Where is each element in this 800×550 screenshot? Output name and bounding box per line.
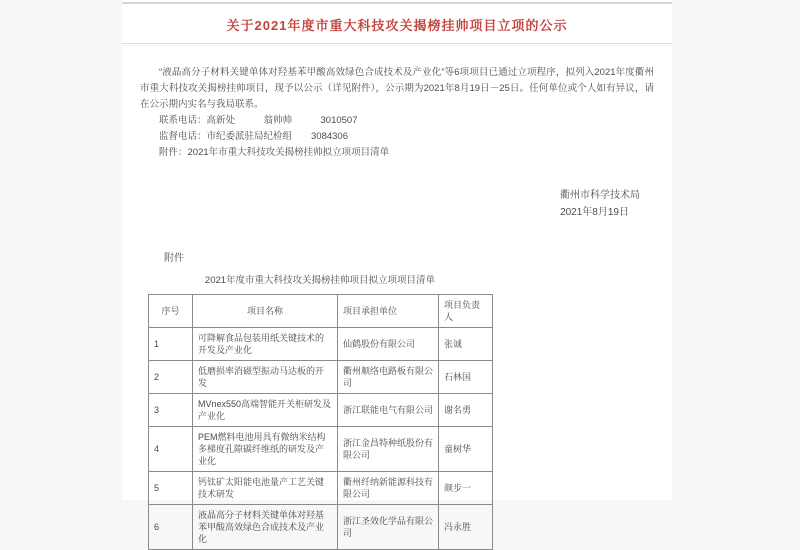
cell-leader: 颜步一 — [439, 472, 493, 505]
cell-unit: 浙江金昌特种纸股份有限公司 — [338, 427, 439, 472]
cell-leader: 张诚 — [439, 328, 493, 361]
cell-project: 液晶高分子材料关键单体对羟基苯甲酸高效绿色合成技术及产业化 — [193, 505, 338, 550]
supervision-phone-line: 监督电话：市纪委派驻局纪检组 3084306 — [159, 131, 348, 142]
cell-leader: 石林国 — [439, 361, 493, 394]
cell-serial: 2 — [149, 361, 193, 394]
cell-unit: 衢州顺络电路板有限公司 — [338, 361, 439, 394]
cell-leader: 谢名勇 — [439, 394, 493, 427]
cell-project: PEM燃料电池用具有微纳米结构多梯度孔隙碳纤维纸的研发及产业化 — [193, 427, 338, 472]
cell-unit: 浙江联能电气有限公司 — [338, 394, 439, 427]
header-undertaking-unit: 项目承担单位 — [338, 295, 439, 328]
cell-leader: 童树华 — [439, 427, 493, 472]
table-row — [149, 427, 493, 472]
title-divider — [122, 43, 672, 45]
table-title: 2021年度市重大科技攻关揭榜挂帅项目拟立项项目清单 — [204, 275, 436, 286]
cell-project: 低磨损率消磁型振动马达板的开发 — [193, 361, 338, 394]
cell-project: 可降解食品包装用纸关键技术的开发及产业化 — [193, 328, 338, 361]
issue-date: 2021年8月19日 — [560, 207, 629, 218]
document-page — [122, 0, 672, 544]
signature-block — [140, 187, 654, 221]
contact-phone-line: 联系电话：高新处 翁帅帅 3010507 — [159, 115, 358, 126]
header-serial-number: 序号 — [149, 295, 193, 328]
cell-serial: 6 — [149, 505, 193, 550]
table-header-row — [149, 295, 493, 328]
cell-unit: 浙江圣效化学品有限公司 — [338, 505, 439, 550]
header-project-name: 项目名称 — [193, 295, 338, 328]
annex-table-section — [148, 273, 492, 550]
attachment-reference-line: 附件：2021年市重大科技攻关揭榜挂帅拟立项项目清单 — [159, 147, 390, 158]
project-table — [148, 294, 493, 550]
cell-unit: 仙鹤股份有限公司 — [338, 328, 439, 361]
page-title: 关于2021年度市重大科技攻关揭榜挂帅项目立项的公示 — [226, 18, 568, 33]
table-row — [149, 328, 493, 361]
table-row — [149, 361, 493, 394]
cell-project: MVnex550高端智能开关柜研发及产业化 — [193, 394, 338, 427]
document-body — [122, 65, 672, 550]
announcement-paragraph: “液晶高分子材料关键单体对羟基苯甲酸高效绿色合成技术及产业化”等6项项目已通过立项程序，拟列入2021年度衢州市重大科技攻关揭榜挂帅项目，现予以公示（详见附件），公示期为2021年8月19日－25日。任何单位或个人如有异议，请在公示期内实名与我局联系。 — [140, 67, 654, 110]
cell-serial: 1 — [149, 328, 193, 361]
table-row — [149, 394, 493, 427]
cell-serial: 5 — [149, 472, 193, 505]
table-row — [149, 505, 493, 550]
cell-serial: 4 — [149, 427, 193, 472]
cell-project: 钙钛矿太阳能电池量产工艺关键技术研发 — [193, 472, 338, 505]
cell-unit: 衢州纤纳新能源科技有限公司 — [338, 472, 439, 505]
cell-leader: 冯永胜 — [439, 505, 493, 550]
annex-label: 附件 — [164, 253, 184, 264]
header-project-leader: 项目负责人 — [439, 295, 493, 328]
issuing-agency: 衢州市科学技术局 — [560, 190, 640, 201]
cell-serial: 3 — [149, 394, 193, 427]
